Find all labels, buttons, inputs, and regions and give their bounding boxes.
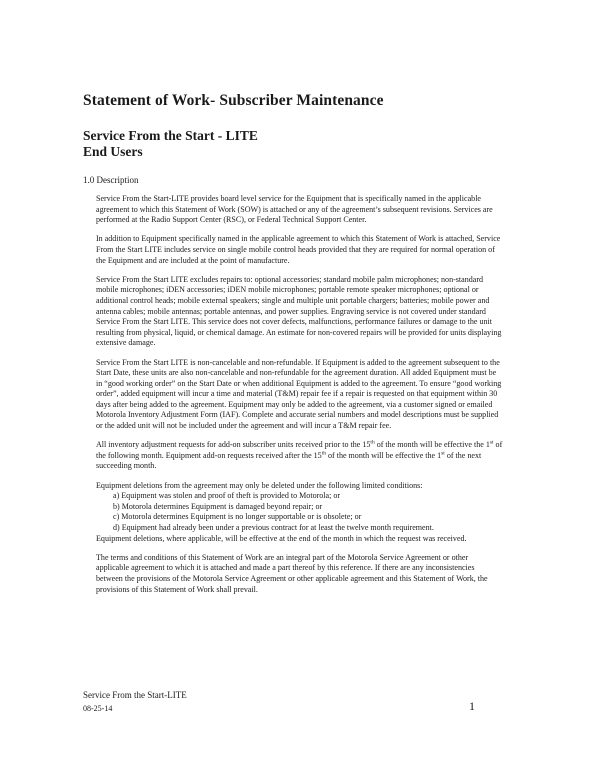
deletion-conditions-list <box>96 491 503 533</box>
list-item: a) Equipment was stolen and proof of theft is provided to Motorola; or <box>113 491 341 501</box>
page-number: 1 <box>469 699 475 713</box>
inventory-text-3: of the following month. Equipment add-on requests received after the 15 <box>96 440 503 460</box>
footer <box>83 689 187 715</box>
inventory-text-5: of the next succeeding month. <box>96 450 482 471</box>
list-item: b) Motorola determines Equipment is damaged beyond repair; or <box>113 501 323 511</box>
document-title: Statement of Work- Subscriber Maintenance <box>83 92 384 109</box>
paragraph-non-cancelable: Service From the Start LITE is non-cancelable and non-refundable. If Equipment is added to the agreement subsequent to the Start Date, these units are also non-cancelable and non-refundable for the agreement duration. All added Equipment must be in “good working order” on the Start Date or when additional Equipment is added to the agreement. To ensure “good working order”, added equipment will incur a time and material (T&M) repair fee if a repair is requested on that equipment within 30 days after being added to the agreement. Equipment may only be added to the agreement, via a customer signed or emailed Motorola Inventory Adjustment Form (IAF). Complete and accurate serial numbers and model descriptions must be supplied or the added unit will not be included under the agreement and will incur a T&M repair fee. <box>96 357 502 431</box>
paragraph-exclusions: Service From the Start LITE excludes repairs to: optional accessories; standard mobile palm microphones; non-standard mobile microphones; iDEN accessories; iDEN mobile microphones; portable remote speaker microphones; optional or additional control heads; mobile external speakers; single and multiple unit portable chargers; batteries; mobile power and antenna cables; mobile antennas; portable antennas, and power supplies. Engraving service is not covered under standard Service From the Start LITE. This service does not cover defects, malfunctions, performance failures or damage to the unit resulting from physical, liquid, or chemical damage. An estimate for non-covered repairs will be provided for units displaying extensive damage. <box>96 274 502 348</box>
ordinal-suffix: st <box>489 439 494 446</box>
inventory-text-4: of the month will be effective the 1 <box>325 450 442 460</box>
paragraph-inventory-adjustments <box>96 440 503 472</box>
footer-document-name: Service From the Start-LITE <box>83 690 187 700</box>
paragraph-deletions-effective: Equipment deletions, where applicable, will be effective at the end of the month in which the request was received. <box>96 533 467 543</box>
paragraph-overview: Service From the Start-LITE provides board level service for the Equipment that is specifically named in the applicable agreement to which this Statement of Work (SOW) is attached or any of the agreement’s subsequent revisions. Services are performed at the Radio Support Center (RSC), or Federal Technical Support Center. <box>96 194 493 225</box>
paragraph-deletions-intro: Equipment deletions from the agreement may only be deleted under the following limited conditions: <box>96 480 423 490</box>
paragraph-terms: The terms and conditions of this Statement of Work are an integral part of the Motorola Service Agreement or other applicable agreement to which it is attached and made a part thereof by this reference. If there are any inconsistencies between the provisions of the Motorola Service Agreement or other applicable agreement and this Statement of Work, the provisions of this Statement of Work shall prevail. <box>96 552 488 594</box>
paragraph-control-heads: In addition to Equipment specifically named in the applicable agreement to which this Statement of Work is attached, Service From the Start LITE includes service on single mobile control heads provided that they are required for normal operation of the Equipment and are included at the point of manufacture. <box>96 234 501 265</box>
subtitle-line-1: Service From the Start - LITE <box>83 128 258 143</box>
inventory-text-2: of the month will be effective the 1 <box>374 440 490 450</box>
document-subtitle <box>83 128 258 160</box>
section-heading: 1.0 Description <box>83 175 139 185</box>
ordinal-suffix: th <box>370 439 375 446</box>
ordinal-suffix: th <box>321 450 326 457</box>
inventory-text-1: All inventory adjustment requests for add-on subscriber units received prior to the 15 <box>96 440 371 450</box>
ordinal-suffix: st <box>441 450 445 457</box>
footer-date: 08-25-14 <box>83 704 113 713</box>
subtitle-line-2: End Users <box>83 144 143 159</box>
list-item: c) Motorola determines Equipment is no longer supportable or is obsolete; or <box>113 512 362 522</box>
document-body <box>96 194 503 604</box>
list-item: d) Equipment had already been under a previous contract for at least the twelve month requirement. <box>113 523 434 532</box>
